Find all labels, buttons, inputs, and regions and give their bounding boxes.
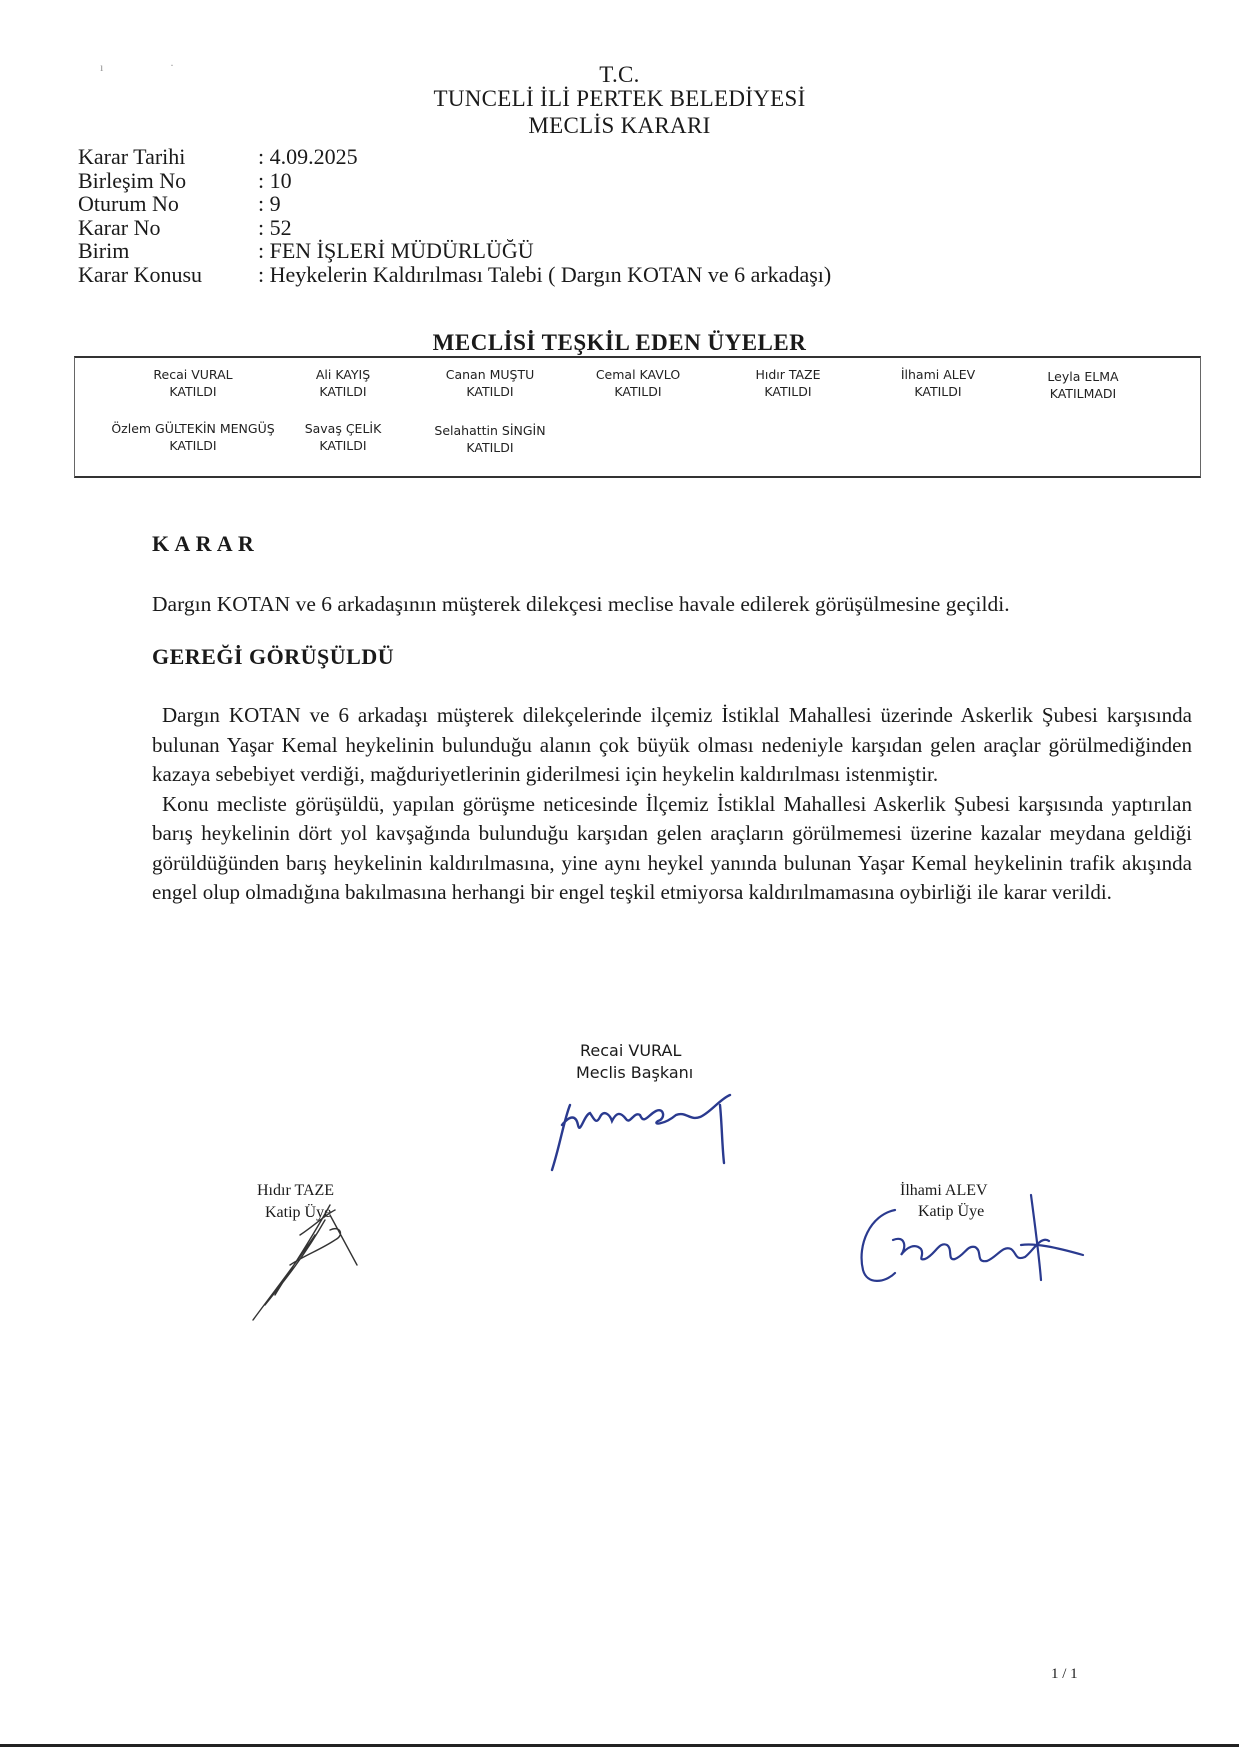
- member-status: KATILDI: [319, 384, 367, 399]
- meta-value: : 9: [258, 191, 281, 216]
- meta-value: : 4.09.2025: [258, 144, 358, 169]
- member-status: KATILDI: [914, 384, 962, 399]
- karar-text: Dargın KOTAN ve 6 arkadaşının müşterek dilekçesi meclise havale edilerek görüşülmesine geçildi.: [152, 592, 1010, 616]
- president-title: Meclis Başkanı: [576, 1063, 694, 1082]
- meta-label: Birleşim No: [78, 167, 187, 193]
- left-signature: [245, 1195, 365, 1325]
- body-paragraph: Konu mecliste görüşüldü, yapılan görüşme neticesinde İlçemiz İstiklal Mahallesi Askerlik Şubesi karşısında yaptırılan barış heykelinin dört yol kavşağında bulunduğu karşıdan gelen araçların görülmemesi üzerine kazalar meydana geldiği görüldüğünden barış heykelinin kaldırılmasına, yine aynı heykel yanında bulunan Yaşar Kemal heykelinin trafik akışında engel olup olmadığına bakılmasına herhangi bir engel teşkil etmiyorsa kaldırılmamasına oybirliği ile karar verildi.: [152, 791, 1192, 904]
- member-name: Leyla ELMA: [1047, 369, 1119, 384]
- member-status: KATILDI: [614, 384, 662, 399]
- meta-row-decision-no: [78, 216, 831, 240]
- meta-label: Karar Konusu: [78, 261, 203, 287]
- deliberation-heading: GEREĞİ GÖRÜŞÜLDÜ: [152, 644, 395, 669]
- meta-row-date: [78, 145, 831, 169]
- meta-value: : 52: [258, 214, 292, 240]
- meta-label: Oturum No: [78, 191, 179, 216]
- scan-edge-line: [0, 1744, 1239, 1747]
- right-signature: [855, 1185, 1095, 1295]
- decision-body: [152, 701, 1192, 908]
- member-status: KATILDI: [764, 384, 812, 399]
- meta-value: : Heykelerin Kaldırılması Talebi ( Dargın KOTAN ve 6 arkadaşı): [258, 261, 832, 287]
- scan-mark: ı: [100, 60, 104, 74]
- meta-row-unit: [78, 239, 831, 263]
- member-status: KATILDI: [466, 440, 514, 455]
- president-signature: [540, 1085, 820, 1175]
- header-decision-title: MECLİS KARARI: [528, 113, 711, 138]
- left-signer-title: Katip Üye: [265, 1204, 332, 1221]
- member-selahattin-singin: [405, 422, 575, 456]
- meta-label: Birim: [78, 238, 130, 263]
- right-signer-name: İlhami ALEV: [900, 1182, 988, 1199]
- member-ali-kayis: [258, 366, 428, 400]
- body-paragraph: Dargın KOTAN ve 6 arkadaşı müşterek dilekçelerinde ilçemiz İstiklal Mahallesi üzerinde Askerlik Şubesi karşısında bulunan Yaşar Kemal heykelinin bulunduğu alanın çok büyük olması nedeniyle karşıdan gelen araçlar görülmediğinden kazaya sebebiyet verdiği, mağduriyetlerinin giderilmesi için heykelin kaldırılması istenmiştir.: [152, 703, 1192, 786]
- member-name: Recai VURAL: [153, 367, 233, 382]
- member-status: KATILMADI: [1049, 386, 1117, 401]
- member-cemal-kavlo: [553, 366, 723, 400]
- member-name: Canan MUŞTU: [445, 367, 535, 382]
- decision-meta: [78, 145, 831, 286]
- member-name: Savaş ÇELİK: [304, 421, 382, 436]
- scan-mark: ·: [170, 58, 174, 72]
- left-signer-name: Hıdır TAZE: [257, 1182, 335, 1199]
- member-recai-vural: [108, 366, 278, 400]
- header-municipality: TUNCELİ İLİ PERTEK BELEDİYESİ: [433, 86, 806, 111]
- meta-row-session: [78, 169, 831, 193]
- meta-value: : 10: [258, 167, 292, 193]
- president-name: Recai VURAL: [580, 1041, 682, 1060]
- member-leyla-elma: [998, 368, 1168, 402]
- member-name: Cemal KAVLO: [595, 367, 681, 382]
- member-canan-mustu: [405, 366, 575, 400]
- member-name: Özlem GÜLTEKİN MENGÜŞ: [111, 421, 275, 436]
- member-ozlem-gultekin-mengus: [108, 420, 278, 454]
- member-name: İlhami ALEV: [900, 367, 976, 382]
- member-name: Hıdır TAZE: [755, 367, 821, 382]
- page-number: 1 / 1: [1051, 1666, 1078, 1682]
- members-box: [74, 356, 1201, 478]
- meta-row-subject: [78, 263, 831, 287]
- header-tc: T.C.: [599, 62, 640, 87]
- meta-label: Karar No: [78, 214, 161, 240]
- member-status: KATILDI: [169, 384, 217, 399]
- member-hidir-taze: [703, 366, 873, 400]
- member-savas-celik: [258, 420, 428, 454]
- meta-value: : FEN İŞLERİ MÜDÜRLÜĞÜ: [258, 238, 534, 263]
- member-name: Ali KAYIŞ: [315, 367, 371, 382]
- member-name: Selahattin SİNGİN: [434, 423, 546, 438]
- member-status: KATILDI: [319, 438, 367, 453]
- karar-heading: K A R A R: [152, 531, 255, 556]
- right-signer-title: Katip Üye: [918, 1203, 985, 1220]
- meta-row-sitting: [78, 192, 831, 216]
- meta-label: Karar Tarihi: [78, 144, 186, 169]
- member-status: KATILDI: [466, 384, 514, 399]
- member-status: KATILDI: [169, 438, 217, 453]
- members-title: MECLİSİ TEŞKİL EDEN ÜYELER: [432, 330, 807, 355]
